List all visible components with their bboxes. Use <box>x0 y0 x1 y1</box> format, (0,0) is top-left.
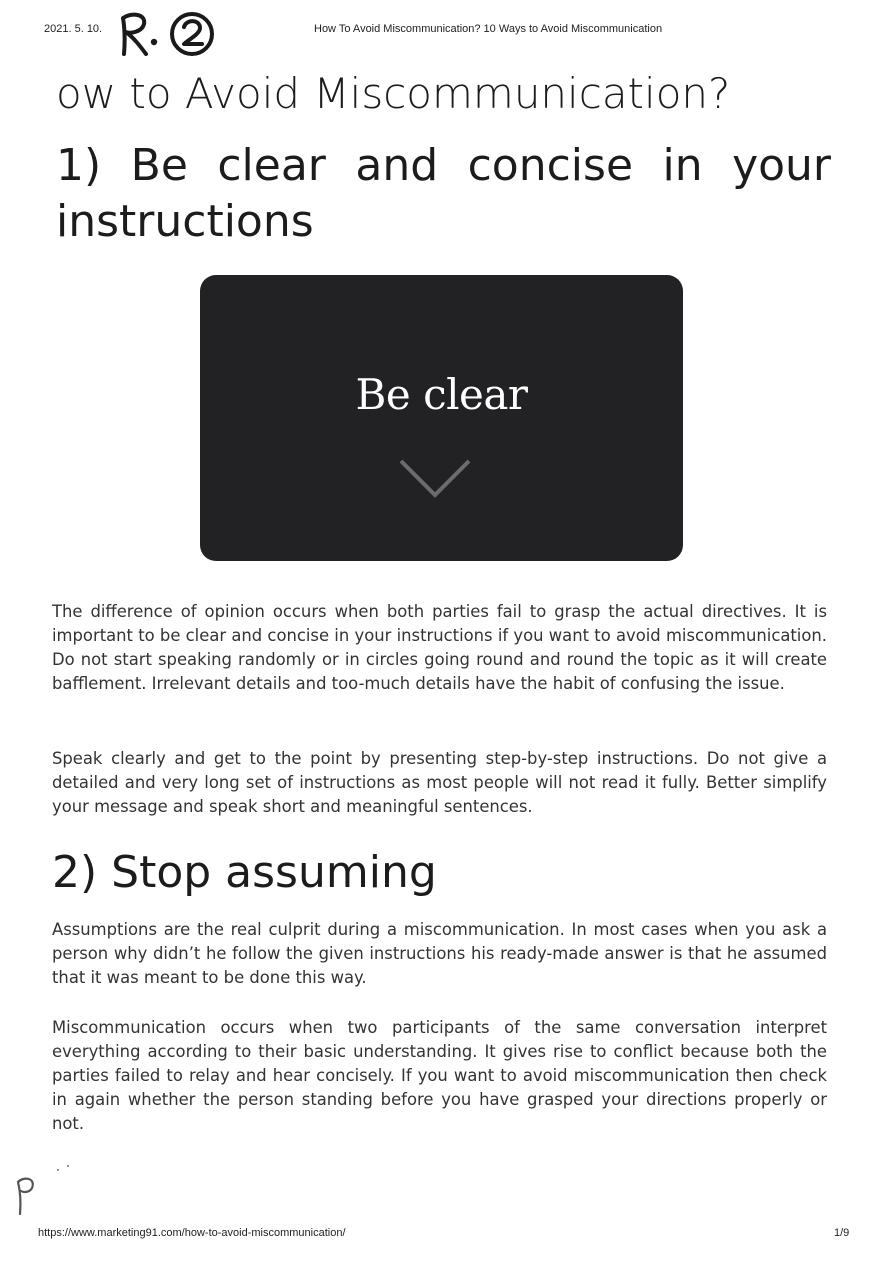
section-2-paragraph-1: Assumptions are the real culprit during a miscommunication. In most cases when you ask a person why didn’t he follow the given instructions his ready-made answer is that he assumed that it was meant to be done this way. <box>52 920 827 987</box>
article-title: ow to Avoid Miscommunication? <box>56 69 731 118</box>
pen-scribble <box>10 1160 80 1220</box>
section-1-heading: 1) Be clear and concise in your instructions <box>56 140 831 247</box>
section-1-paragraph-2: Speak clearly and get to the point by presenting step-by-step instructions. Do not give a detailed and very long set of instructions as most people will not read it fully. Better simplify your message and speak short and meaningful sentences. <box>52 749 827 816</box>
be-clear-image-text: Be clear <box>355 370 528 419</box>
print-footer-url: https://www.marketing91.com/how-to-avoid-miscommunication/ <box>38 1227 346 1239</box>
section-2-heading: 2) Stop assuming <box>52 847 437 898</box>
page-number: 1/9 <box>834 1227 850 1239</box>
handwritten-mark <box>116 8 226 60</box>
print-header-title: How To Avoid Miscommunication? 10 Ways to Avoid Miscommunication <box>314 23 663 35</box>
section-1-paragraph-1: The difference of opinion occurs when both parties fail to grasp the actual directives. It is important to be clear and concise in your instructions if you want to avoid miscommunication. Do not start speaking randomly or in circles going round and round the topic as it will create bafflement. Irrelevant details and too-much details have the habit of confusing the issue. <box>52 602 827 693</box>
section-2-paragraph-2: Miscommunication occurs when two participants of the same conversation interpret everything according to their basic understanding. It gives rise to conflict because both the parties failed to relay and hear concisely. If you want to avoid miscommunication then check in again whether the person standing before you have grasped your directions properly or not. <box>52 1018 827 1133</box>
be-clear-image <box>200 275 683 561</box>
chevron-down-icon <box>397 457 473 501</box>
print-date: 2021. 5. 10. <box>44 23 103 35</box>
